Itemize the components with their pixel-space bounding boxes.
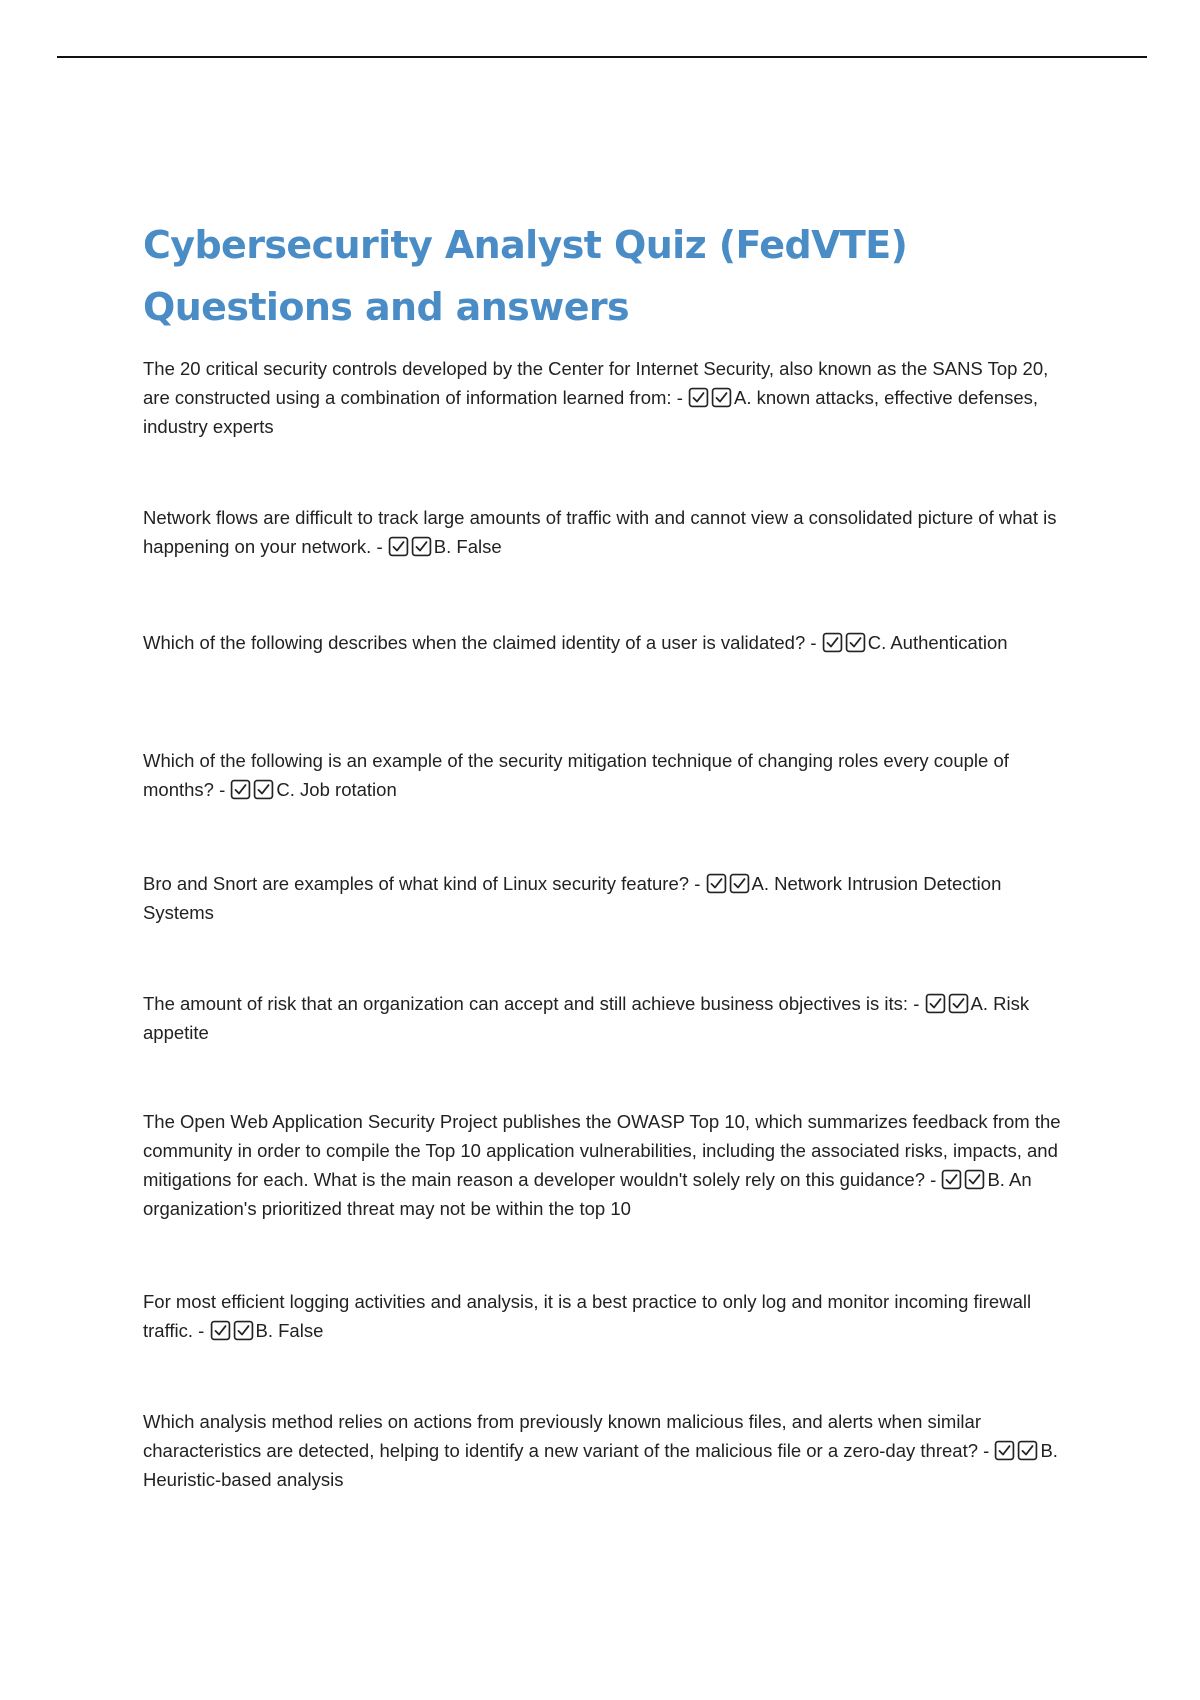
answer-text: B. False xyxy=(255,1320,324,1341)
checked-box-icon xyxy=(994,1440,1015,1461)
checked-box-icon xyxy=(711,387,732,408)
qa-item xyxy=(143,628,1073,657)
question-text: The 20 critical security controls developed by the Center for Internet Security, also known as the SANS Top 20, are constructed using a combination of information learned from: xyxy=(143,358,1049,408)
question-text: Bro and Snort are examples of what kind of Linux security feature? xyxy=(143,873,690,894)
question-text: For most efficient logging activities and analysis, it is a best practice to only log and monitor incoming firewall traffic. xyxy=(143,1291,1032,1341)
checked-box-icon xyxy=(729,873,750,894)
separator: - xyxy=(193,1320,210,1341)
header-rule xyxy=(57,56,1147,58)
checked-box-icon xyxy=(706,873,727,894)
checked-box-icon xyxy=(253,779,274,800)
answer-text: C. Authentication xyxy=(867,632,1008,653)
separator: - xyxy=(978,1440,995,1461)
checked-box-icon xyxy=(688,387,709,408)
checked-box-icon xyxy=(941,1169,962,1190)
checked-box-icon xyxy=(925,993,946,1014)
qa-item xyxy=(143,989,1073,1047)
answer-text: B. An organization's prioritized threat may not be within the top 10 xyxy=(143,1169,1032,1219)
separator: - xyxy=(805,632,822,653)
checked-box-icon xyxy=(230,779,251,800)
page-title: Cybersecurity Analyst Quiz (FedVTE) Questions and answers xyxy=(143,223,908,329)
checked-box-icon xyxy=(411,536,432,557)
answer-text: B. False xyxy=(433,536,502,557)
checked-box-icon xyxy=(948,993,969,1014)
answer-text: A. Network Intrusion Detection Systems xyxy=(143,873,1002,923)
question-text: Which of the following describes when the claimed identity of a user is validated? xyxy=(143,632,806,653)
question-text: The Open Web Application Security Project publishes the OWASP Top 10, which summarizes feedback from the community in order to compile the Top 10 application vulnerabilities, including the associated risks, impacts, and mitigations for each. What is the main reason a developer wouldn't solely rely on this guidance? xyxy=(143,1111,1061,1190)
question-text: The amount of risk that an organization can accept and still achieve business objectives is its: xyxy=(143,993,909,1014)
question-text: Which of the following is an example of the security mitigation technique of changing roles every couple of months? xyxy=(143,750,1009,800)
qa-item xyxy=(143,746,1073,804)
separator: - xyxy=(671,387,689,408)
qa-item xyxy=(143,354,1073,441)
checked-box-icon xyxy=(845,632,866,653)
separator: - xyxy=(925,1169,942,1190)
checked-box-icon xyxy=(822,632,843,653)
question-text: Which analysis method relies on actions from previously known malicious files, and alerts when similar characteristics are detected, helping to identify a new variant of the malicious file or a zero-day threat? xyxy=(143,1411,981,1461)
qa-item xyxy=(143,1407,1073,1494)
answer-text: A. known attacks, effective defenses, industry experts xyxy=(143,387,1039,437)
separator: - xyxy=(908,993,925,1014)
separator: - xyxy=(371,536,388,557)
answer-text: C. Job rotation xyxy=(276,779,397,800)
checked-box-icon xyxy=(210,1320,231,1341)
qa-item xyxy=(143,503,1073,561)
qa-item xyxy=(143,1287,1073,1345)
separator: - xyxy=(689,873,706,894)
qa-item xyxy=(143,869,1073,927)
checked-box-icon xyxy=(964,1169,985,1190)
qa-item xyxy=(143,1107,1073,1223)
answer-text: B. Heuristic-based analysis xyxy=(143,1440,1058,1490)
checked-box-icon xyxy=(388,536,409,557)
answer-text: A. Risk appetite xyxy=(143,993,1030,1043)
separator: - xyxy=(213,779,231,800)
checked-box-icon xyxy=(1017,1440,1038,1461)
checked-box-icon xyxy=(233,1320,254,1341)
question-text: Network flows are difficult to track large amounts of traffic with and cannot view a consolidated picture of what is happening on your network. xyxy=(143,507,1057,557)
